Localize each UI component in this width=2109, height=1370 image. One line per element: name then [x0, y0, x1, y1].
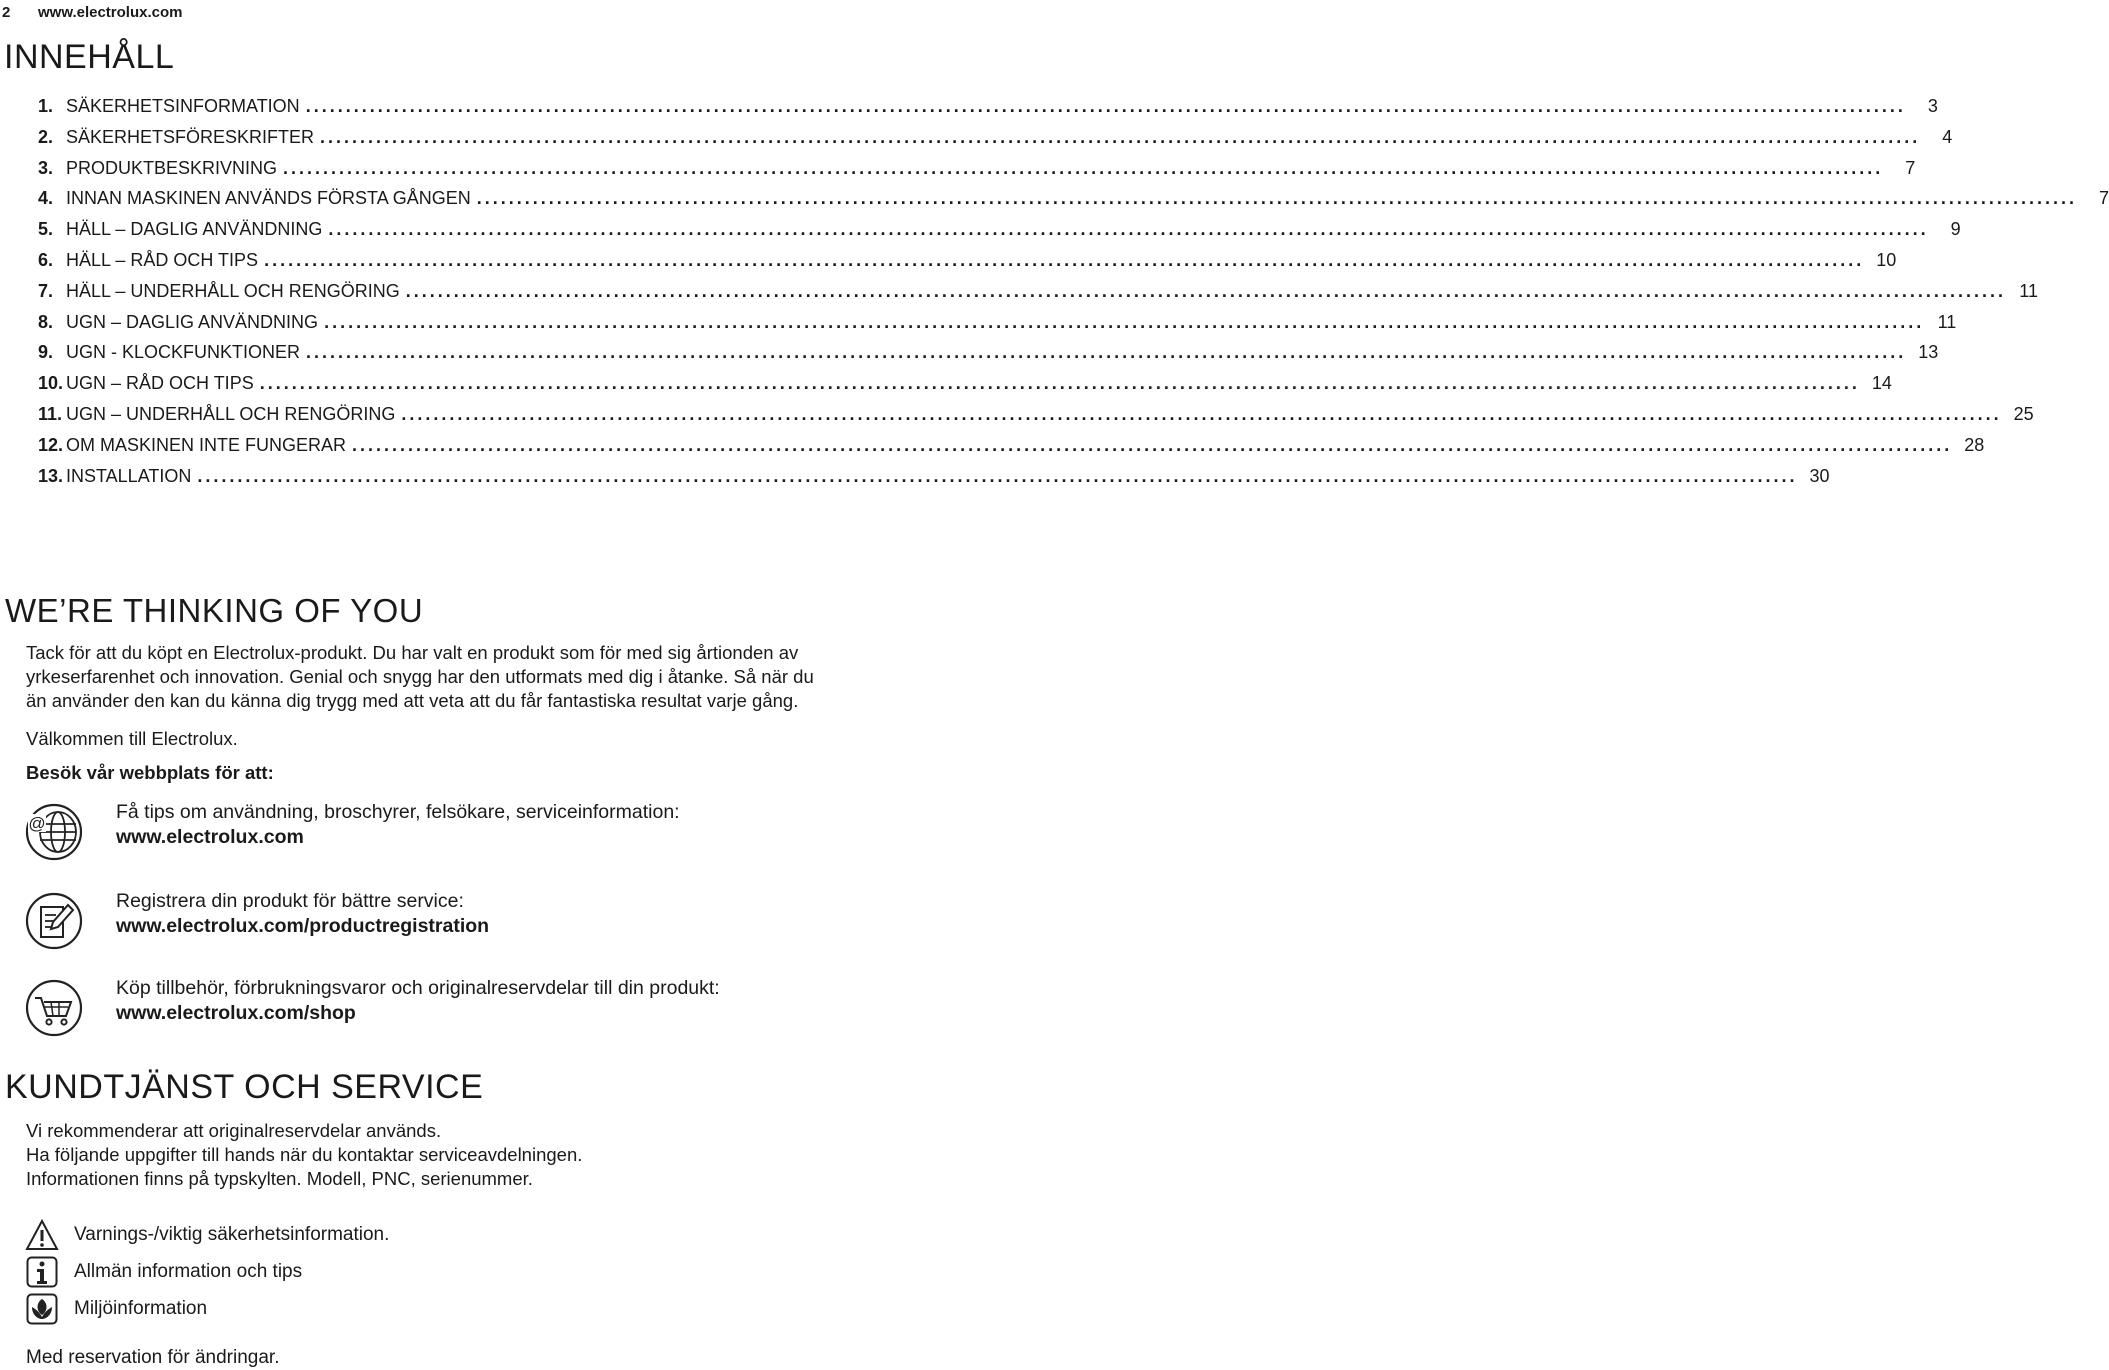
toc-item[interactable] — [38, 403, 2034, 435]
tip-registration — [24, 891, 954, 961]
toc-item-number: 13. — [38, 465, 64, 486]
intro-line: Tack för att du köpt en Electrolux-produkt. Du har valt en produkt som för med sig årtionden av — [26, 642, 799, 663]
toc-item[interactable] — [38, 373, 1892, 404]
environment-icon — [26, 1293, 58, 1325]
toc-item-title: UGN – RÅD OCH TIPS — [66, 373, 254, 394]
svg-text:@: @ — [28, 814, 46, 833]
toc-item-page: 25 — [2013, 403, 2034, 424]
toc-leader-dots: ........................................................................................................................................................................................................ — [264, 249, 1865, 270]
legend-label: Miljöinformation — [74, 1298, 208, 1319]
tip-link[interactable]: www.electrolux.com/productregistration — [116, 915, 490, 937]
toc-item-page: 11 — [1937, 311, 1957, 332]
toc-item-page: 3 — [1927, 96, 1938, 116]
toc-item-page: 13 — [1918, 342, 1939, 363]
tip-text: Få tips om användning, broschyrer, felsökare, serviceinformation: — [116, 801, 680, 823]
toc-item-number: 10. — [38, 373, 64, 394]
toc-item-page: 4 — [1942, 126, 1953, 147]
toc-item-title: INSTALLATION — [66, 465, 192, 486]
service-line: Ha följande uppgifter till hands när du kontaktar serviceavdelningen. — [26, 1144, 583, 1165]
legend-info — [26, 1257, 302, 1287]
toc-item[interactable] — [38, 249, 1897, 281]
toc-item-number: 11. — [38, 403, 63, 424]
toc-item-number: 7. — [38, 280, 54, 301]
toc-item[interactable] — [38, 96, 1938, 127]
toc-item-page: 30 — [1809, 465, 1830, 486]
page-number: 2 — [2, 3, 11, 21]
toc-item[interactable] — [38, 219, 1961, 250]
legend-warning — [26, 1220, 389, 1250]
toc-item-page: 28 — [1964, 434, 1985, 455]
legend-label: Varnings-/viktig säkerhetsinformation. — [74, 1224, 390, 1245]
tip-text: Köp tillbehör, förbrukningsvaror och originalreservdelar till din produkt: — [116, 977, 720, 999]
toc-item-title: SÄKERHETSINFORMATION — [66, 96, 300, 116]
tip-link[interactable]: www.electrolux.com/shop — [116, 1002, 356, 1024]
website-link[interactable]: www.electrolux.com — [38, 3, 183, 21]
thinking-title: WE’RE THINKING OF YOU — [5, 592, 424, 629]
toc-item-number: 12. — [38, 434, 64, 455]
toc-item[interactable] — [38, 126, 1953, 158]
toc-leader-dots: ........................................................................................................................................................................................................ — [283, 157, 1884, 178]
toc-leader-dots: ........................................................................................................................................................................................................ — [405, 280, 2006, 301]
toc-item[interactable] — [38, 342, 1939, 373]
welcome-text: Välkommen till Electrolux. — [26, 728, 238, 749]
toc-item-page: 9 — [1950, 219, 1961, 240]
toc-item-page: 7 — [2098, 188, 2109, 209]
toc-item-number: 1. — [38, 96, 54, 116]
toc-item-title: HÄLL – DAGLIG ANVÄNDNING — [66, 219, 323, 240]
service-title: KUNDTJÄNST OCH SERVICE — [5, 1068, 484, 1106]
toc-item-page: 7 — [1905, 157, 1916, 178]
toc-leader-dots: ........................................................................................................................................................................................................ — [305, 96, 1906, 116]
tip-text: Registrera din produkt för bättre service: — [116, 890, 464, 912]
toc-leader-dots: ........................................................................................................................................................................................................ — [328, 219, 1929, 240]
toc-leader-dots: ........................................................................................................................................................................................................ — [320, 126, 1921, 147]
toc-leader-dots: ........................................................................................................................................................................................................ — [306, 342, 1907, 363]
toc-item-title: UGN - KLOCKFUNKTIONER — [66, 342, 301, 363]
toc-item[interactable] — [38, 188, 2109, 219]
toc-item-number: 2. — [38, 126, 54, 147]
toc-item-number: 8. — [38, 311, 54, 332]
web-globe-icon — [24, 802, 84, 862]
intro-line: yrkeserfarenhet och innovation. Genial och snygg har den utformats med dig i åtanke. Så när du — [26, 666, 814, 687]
service-line: Vi rekommenderar att originalreservdelar används. — [26, 1120, 442, 1141]
tip-website — [24, 802, 954, 872]
toc-item-title: INNAN MASKINEN ANVÄNDS FÖRSTA GÅNGEN — [66, 188, 471, 209]
toc-item-page: 11 — [2019, 280, 2038, 301]
toc-item-title: PRODUKTBESKRIVNING — [66, 157, 278, 178]
toc-item[interactable] — [38, 434, 1985, 466]
toc-item-number: 6. — [38, 249, 54, 270]
table-of-contents — [38, 96, 2109, 496]
toc-item-title: HÄLL – UNDERHÅLL OCH RENGÖRING — [66, 280, 400, 301]
toc-leader-dots: ........................................................................................................................................................................................................ — [476, 188, 2077, 209]
toc-leader-dots: ........................................................................................................................................................................................................ — [197, 465, 1798, 486]
toc-item-number: 5. — [38, 219, 54, 240]
toc-leader-dots: ........................................................................................................................................................................................................ — [401, 403, 2002, 424]
shopping-cart-icon — [24, 978, 84, 1038]
toc-item[interactable] — [38, 465, 1830, 497]
registration-form-icon — [24, 891, 84, 951]
warning-icon — [26, 1219, 58, 1251]
toc-item[interactable] — [38, 280, 2038, 312]
visit-heading: Besök vår webbplats för att: — [26, 762, 274, 783]
toc-item-title: OM MASKINEN INTE FUNGERAR — [66, 434, 347, 455]
toc-item-title: UGN – UNDERHÅLL OCH RENGÖRING — [66, 403, 396, 424]
toc-leader-dots: ........................................................................................................................................................................................................ — [259, 373, 1860, 394]
toc-item[interactable] — [38, 311, 1957, 343]
toc-item-number: 9. — [38, 342, 54, 363]
intro-paragraph — [26, 641, 956, 713]
toc-leader-dots: ........................................................................................................................................................................................................ — [324, 311, 1925, 332]
toc-item-page: 14 — [1871, 373, 1892, 394]
toc-item-title: SÄKERHETSFÖRESKRIFTER — [66, 126, 315, 147]
page-header — [2, 2, 183, 22]
footer-note: Med reservation för ändringar. — [26, 1347, 280, 1368]
toc-item-title: UGN – DAGLIG ANVÄNDNING — [66, 311, 319, 332]
service-paragraph — [26, 1119, 956, 1191]
legend-label: Allmän information och tips — [74, 1261, 303, 1282]
toc-item-number: 3. — [38, 157, 54, 178]
toc-item[interactable] — [38, 157, 1916, 189]
intro-line: än använder den kan du känna dig trygg med att veta att du får fantastiska resultat varje gång. — [26, 690, 799, 711]
service-line: Informationen finns på typskylten. Modell, PNC, serienummer. — [26, 1168, 533, 1189]
tip-shop — [24, 978, 954, 1048]
legend-environment — [26, 1294, 207, 1324]
toc-title: INNEHÅLL — [4, 38, 175, 76]
toc-item-number: 4. — [38, 188, 54, 209]
toc-leader-dots: ........................................................................................................................................................................................................ — [352, 434, 1953, 455]
toc-item-page: 10 — [1876, 249, 1897, 270]
tip-link[interactable]: www.electrolux.com — [116, 826, 304, 848]
info-icon — [26, 1256, 58, 1288]
toc-item-title: HÄLL – RÅD OCH TIPS — [66, 249, 259, 270]
